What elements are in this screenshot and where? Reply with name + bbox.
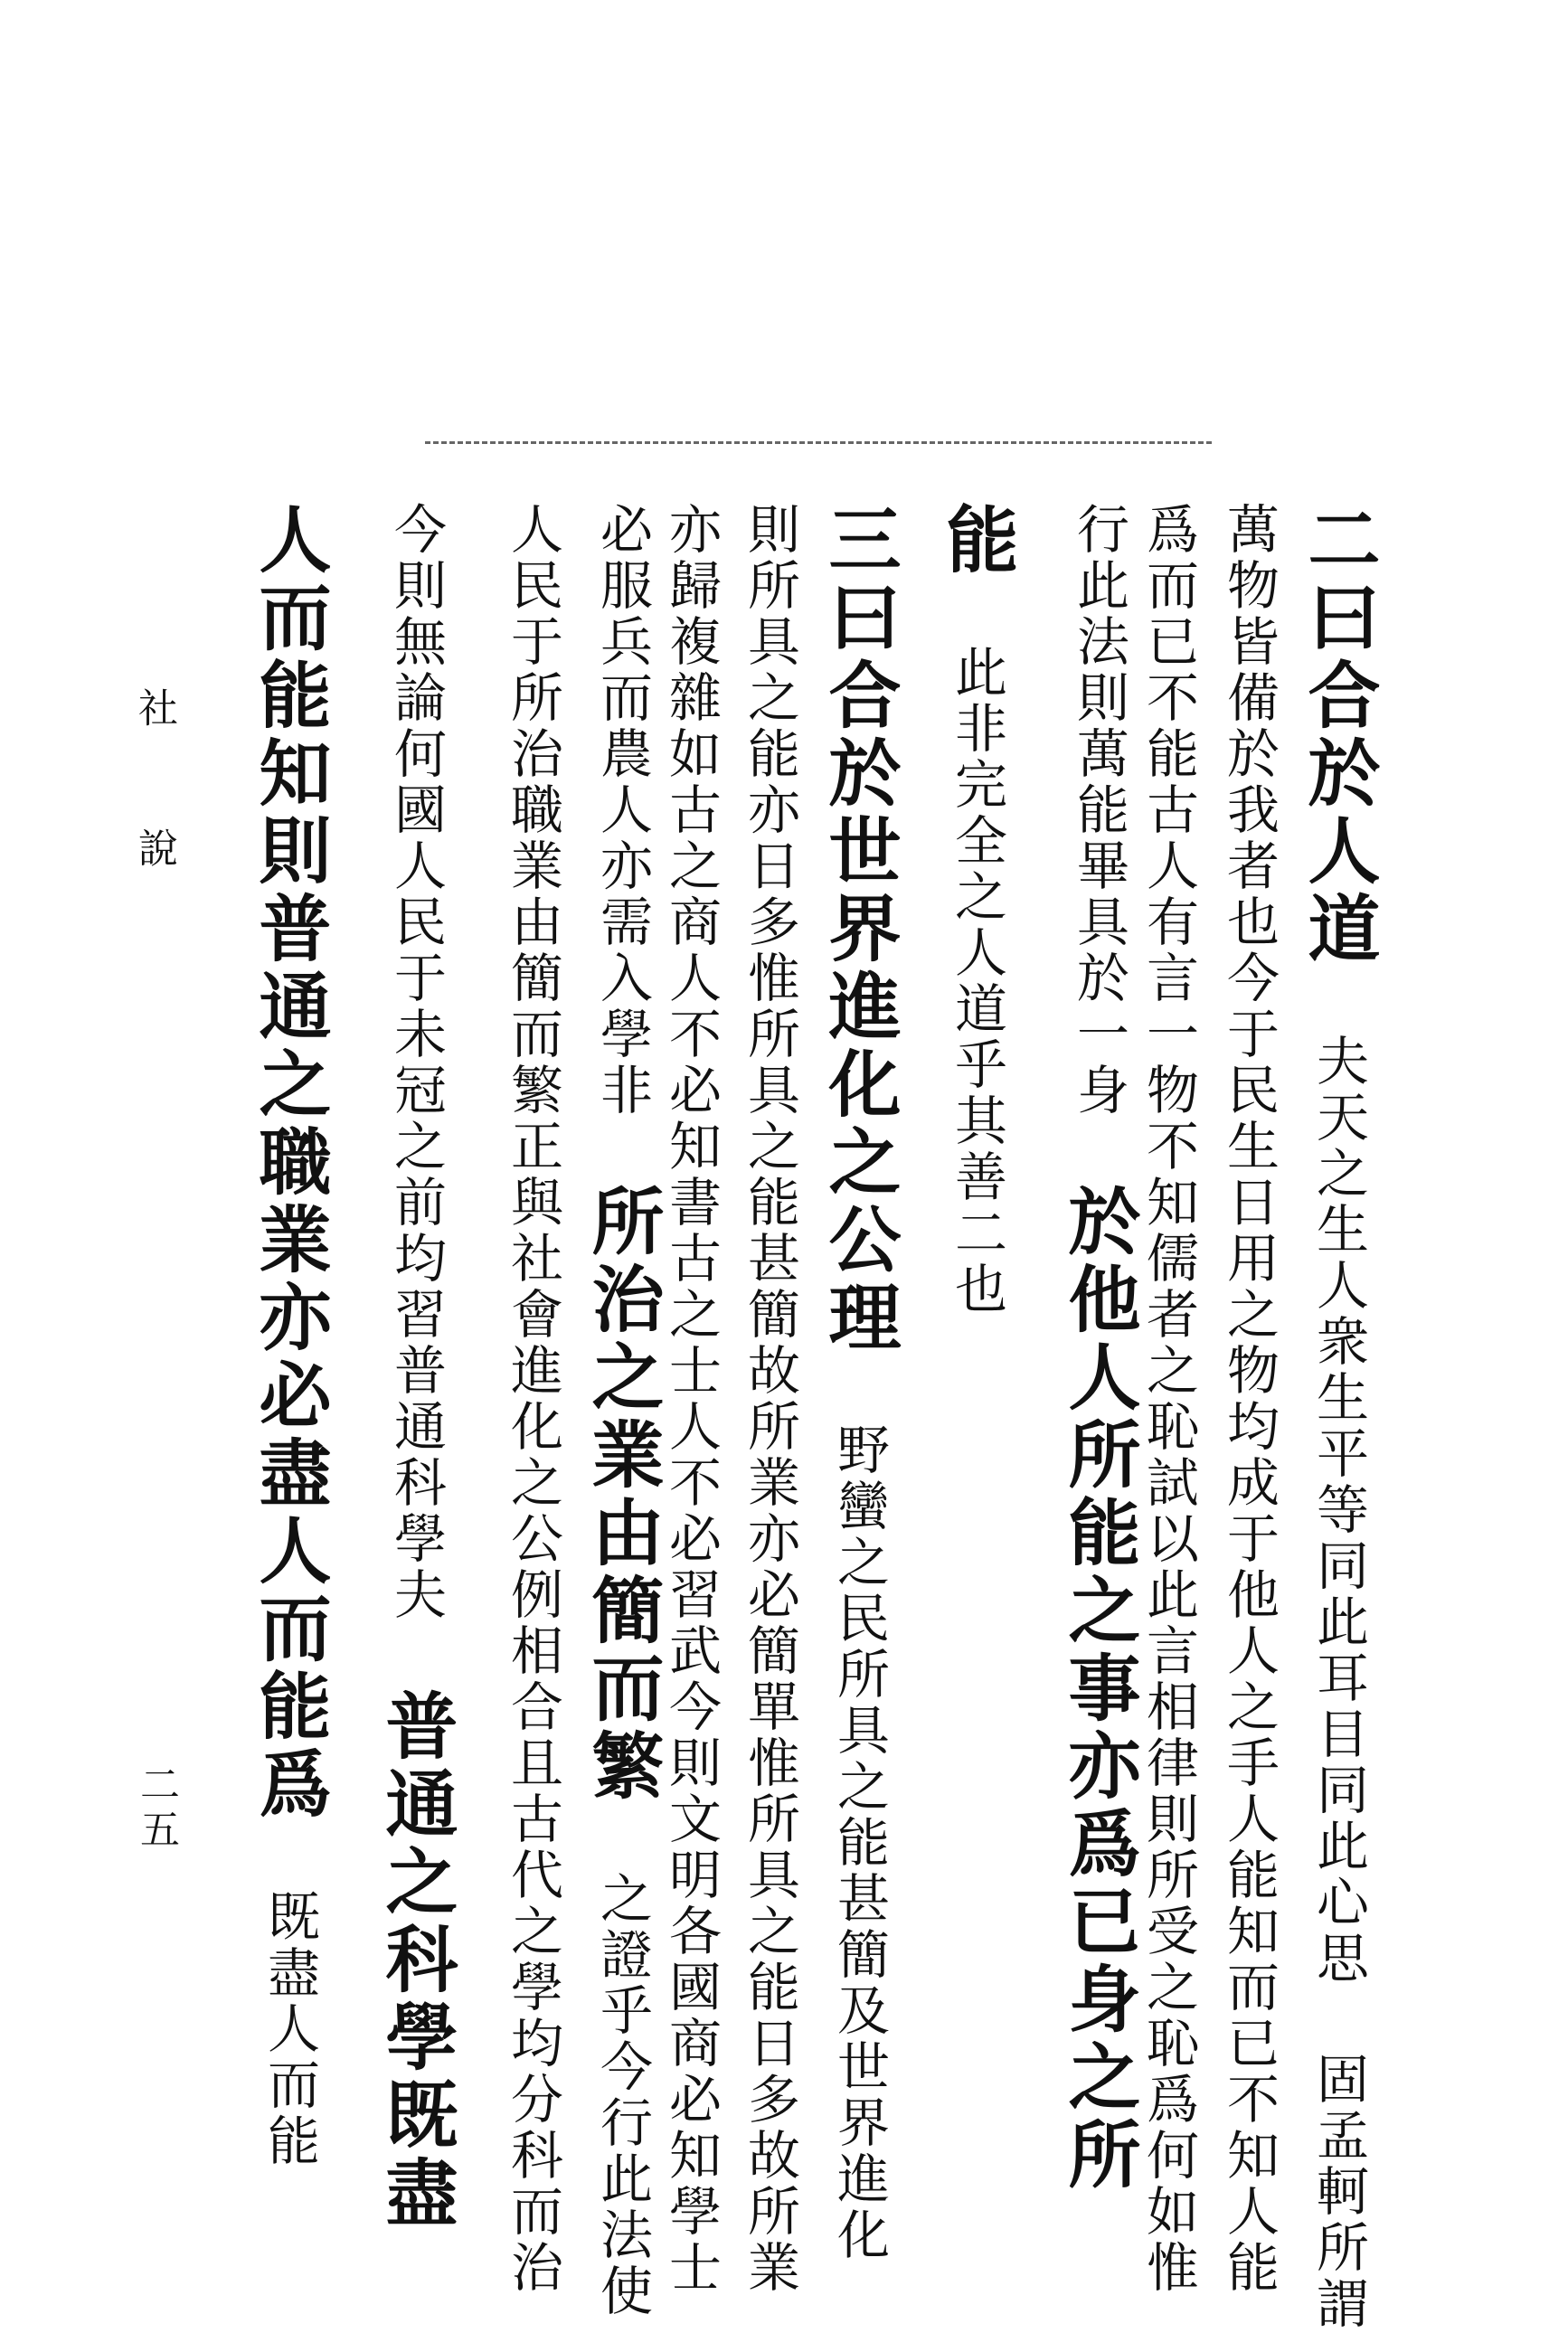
text-column xyxy=(247,502,332,2169)
text-run: 之證乎今行此法使 xyxy=(591,1806,653,2319)
text-run: 既盡人而能 xyxy=(259,1824,320,2169)
text-column xyxy=(817,502,902,2263)
text-run: 亦歸複雜如古之商人不必知書古之士人不必習武今則文明各國商必知學士 xyxy=(660,502,722,2296)
bold-phrase: 人而能知則普通之職業亦必盡人而能爲 xyxy=(247,502,332,1824)
text-run: 夫天之生人衆生平等同此耳目同此心思 固孟軻所謂 xyxy=(1308,968,1369,2332)
running-head: 社 說 xyxy=(131,687,177,894)
text-run: 萬物皆備於我者也今于民生日用之物均成于他人之手人能知而已不知人能 xyxy=(1218,502,1280,2296)
text-column xyxy=(1296,502,1381,2332)
text-run: 爲而已不能古人有言一物不知儒者之恥試以此言相律則所受之恥爲何如惟 xyxy=(1138,502,1199,2296)
bold-phrase: 於他人所能之事亦爲已身之所 xyxy=(1056,1184,1141,2195)
text-column xyxy=(373,502,458,2233)
text-column xyxy=(1218,502,1280,2296)
bold-phrase: 普通之科學既盡 xyxy=(373,1688,458,2233)
bold-phrase: 公理 xyxy=(817,1202,902,1357)
bold-phrase: 所治之業由簡而繁 xyxy=(580,1184,665,1806)
text-column xyxy=(934,502,1019,1318)
top-rule xyxy=(425,441,1212,444)
text-run: 此非完全之人道乎其善二也 xyxy=(946,580,1007,1318)
text-column xyxy=(1138,502,1199,2296)
text-column xyxy=(660,502,722,2296)
text-column xyxy=(1056,502,1141,2195)
text-column xyxy=(580,502,665,2319)
text-run: 人民于所治職業由簡而繁正與社會進化之公例相合且古代之學均分科而治 xyxy=(502,502,563,2296)
text-run: 野蠻之民所具之能甚簡及世界進化 xyxy=(828,1357,890,2263)
bold-phrase: 三曰合於世界進化之 xyxy=(817,502,902,1202)
text-run: 必服兵而農人亦需入學非 xyxy=(591,502,653,1184)
text-run: 則所具之能亦日多惟所具之能甚簡故所業亦必簡單惟所具之能日多故所業 xyxy=(739,502,800,2296)
bold-phrase: 二曰合於人道 xyxy=(1296,502,1381,968)
text-run: 今則無論何國人民于未冠之前均習普通科學夫 xyxy=(385,502,447,1688)
bold-phrase: 能 xyxy=(934,502,1019,580)
page-number: 二五 xyxy=(133,1763,179,1854)
text-column xyxy=(739,502,800,2296)
text-column xyxy=(502,502,563,2296)
text-run: 行此法則萬能畢具於一身 xyxy=(1068,502,1129,1184)
